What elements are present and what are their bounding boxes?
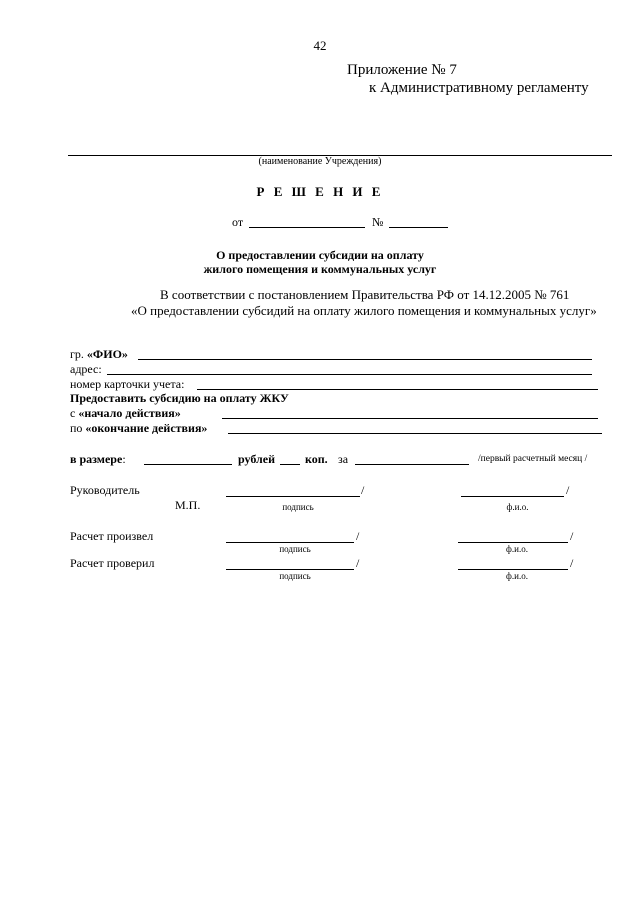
address-label: адрес: <box>70 362 102 376</box>
grant-statement: Предоставить субсидию на оплату ЖКУ <box>70 391 289 405</box>
calc-made-slash: / <box>356 529 360 543</box>
calc-made-label: Расчет произвел <box>70 529 154 543</box>
calc-made-signature-field[interactable] <box>226 542 354 543</box>
end-label: по «окончание действия» <box>70 421 208 435</box>
start-placeholder: «начало действия» <box>78 406 181 420</box>
basis-line-1: В соответствии с постановлением Правительства РФ от 14.12.2005 № 761 <box>160 287 570 302</box>
date-from-label: от <box>232 215 244 229</box>
calc-checked-fio-field[interactable] <box>458 569 568 570</box>
calc-made-fio-slash: / <box>570 529 574 543</box>
start-date-field[interactable] <box>222 418 598 419</box>
page-number: 42 <box>313 38 327 53</box>
kop-label: коп. <box>305 452 328 466</box>
calc-checked-fio-slash: / <box>570 556 574 570</box>
fio-placeholder: «ФИО» <box>86 347 128 361</box>
appendix-reference: к Административному регламенту <box>369 80 589 96</box>
basis-line-2: «О предоставлении субсидий на оплату жилого помещения и коммунальных услуг» <box>131 303 597 318</box>
address-field[interactable] <box>107 374 592 375</box>
calc-checked-sign-caption: подпись <box>279 571 311 581</box>
card-number-label: номер карточки учета: <box>70 377 185 391</box>
period-for-label: за <box>338 452 349 466</box>
head-fio-slash: / <box>566 483 570 497</box>
calc-checked-fio-caption: ф.и.о. <box>506 571 528 581</box>
amount-label: в размере: <box>70 452 126 466</box>
stamp-label: М.П. <box>175 498 201 512</box>
calc-checked-slash: / <box>356 556 360 570</box>
fio-field[interactable] <box>138 359 592 360</box>
subject-line-1: О предоставлении субсидии на оплату <box>216 248 424 262</box>
calc-checked-label: Расчет проверил <box>70 556 155 570</box>
end-placeholder: «окончание действия» <box>85 421 208 435</box>
date-field[interactable] <box>249 227 365 228</box>
head-fio-caption: ф.и.о. <box>506 502 529 512</box>
document-title: Р Е Ш Е Н И Е <box>256 184 384 199</box>
rubles-field[interactable] <box>144 464 232 465</box>
rubles-label: рублей <box>238 452 276 466</box>
calc-checked-signature-field[interactable] <box>226 569 354 570</box>
citizen-label: гр. «ФИО» <box>70 347 128 361</box>
calc-made-fio-field[interactable] <box>458 542 568 543</box>
calc-made-sign-caption: подпись <box>279 544 311 554</box>
appendix-number: Приложение № 7 <box>347 62 457 78</box>
head-label: Руководитель <box>70 483 140 497</box>
end-date-field[interactable] <box>228 433 602 434</box>
kop-field[interactable] <box>280 464 300 465</box>
start-label: с «начало действия» <box>70 406 181 420</box>
calc-made-fio-caption: ф.и.о. <box>506 544 528 554</box>
head-fio-field[interactable] <box>461 496 564 497</box>
subject-line-2: жилого помещения и коммунальных услуг <box>203 262 437 276</box>
head-signature-field[interactable] <box>226 496 360 497</box>
number-field[interactable] <box>389 227 448 228</box>
period-field[interactable] <box>355 464 469 465</box>
card-number-field[interactable] <box>197 389 598 390</box>
institution-caption: (наименование Учреждения) <box>258 156 382 167</box>
first-month-caption: /первый расчетный месяц / <box>478 454 588 464</box>
head-sign-caption: подпись <box>282 502 314 512</box>
number-label: № <box>372 215 384 229</box>
head-slash: / <box>361 483 365 497</box>
